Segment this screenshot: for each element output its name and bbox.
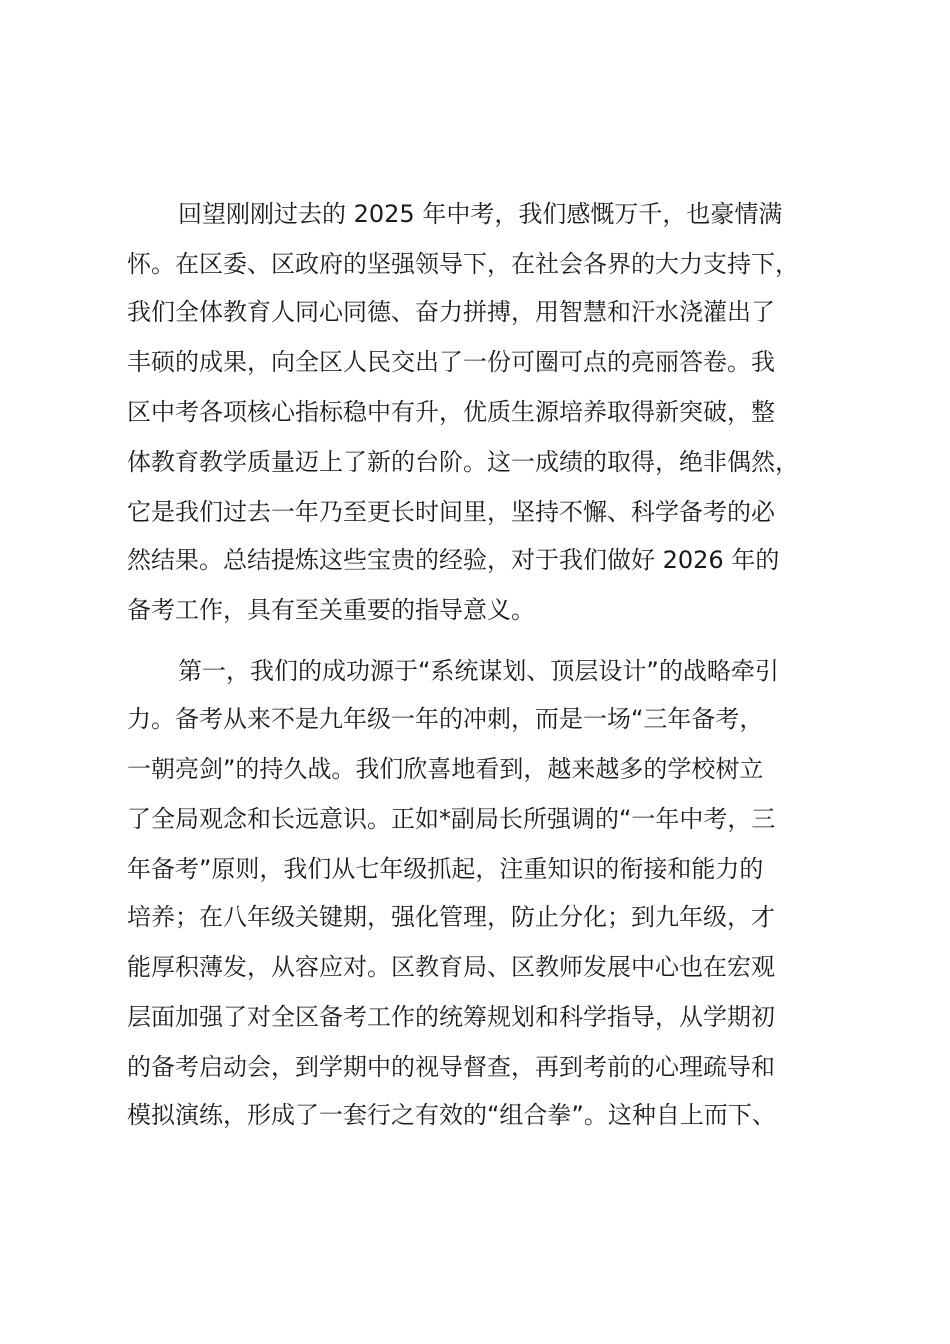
text-line: 层面加强了对全区备考工作的统筹规划和科学指导，从学期初 [127, 1003, 775, 1031]
text-line: 区中考各项核心指标稳中有升，优质生源培养取得新突破，整 [127, 398, 775, 426]
text-line: 培养；在八年级关键期，强化管理，防止分化；到九年级，才 [127, 903, 775, 931]
text-line: 能厚积薄发，从容应对。区教育局、区教师发展中心也在宏观 [127, 953, 775, 981]
text-line: 的备考启动会，到学期中的视导督查，再到考前的心理疏导和 [127, 1053, 775, 1081]
text-line: 回望刚刚过去的 2025 年中考，我们感慨万千，也豪情满 [178, 200, 783, 228]
text-line: 了全局观念和长远意识。正如*副局长所强调的“一年中考，三 [127, 805, 776, 833]
text-line: 模拟演练，形成了一套行之有效的“组合拳”。这种自上而下、 [127, 1101, 776, 1129]
text-line: 体教育教学质量迈上了新的台阶。这一成绩的取得，绝非偶然， [127, 448, 799, 476]
text-line: 怀。在区委、区政府的坚强领导下，在社会各界的大力支持下， [127, 250, 799, 278]
text-line: 力。备考从来不是九年级一年的冲刺，而是一场“三年备考， [127, 705, 764, 733]
text-line: 年备考”原则，我们从七年级抓起，注重知识的衔接和能力的 [127, 855, 764, 883]
text-line: 它是我们过去一年乃至更长时间里，坚持不懈、科学备考的必 [127, 498, 775, 526]
text-line: 我们全体教育人同心同德、奋力拼搏，用智慧和汗水浇灌出了 [127, 298, 775, 326]
text-line: 丰硕的成果，向全区人民交出了一份可圈可点的亮丽答卷。我 [127, 348, 775, 376]
text-line: 然结果。总结提炼这些宝贵的经验，对于我们做好 2026 年的 [127, 546, 780, 574]
text-line: 一朝亮剑”的持久战。我们欣喜地看到，越来越多的学校树立 [127, 755, 764, 783]
text-line: 第一，我们的成功源于“系统谋划、顶层设计”的战略牵引 [178, 657, 779, 685]
text-line: 备考工作，具有至关重要的指导意义。 [127, 596, 535, 624]
